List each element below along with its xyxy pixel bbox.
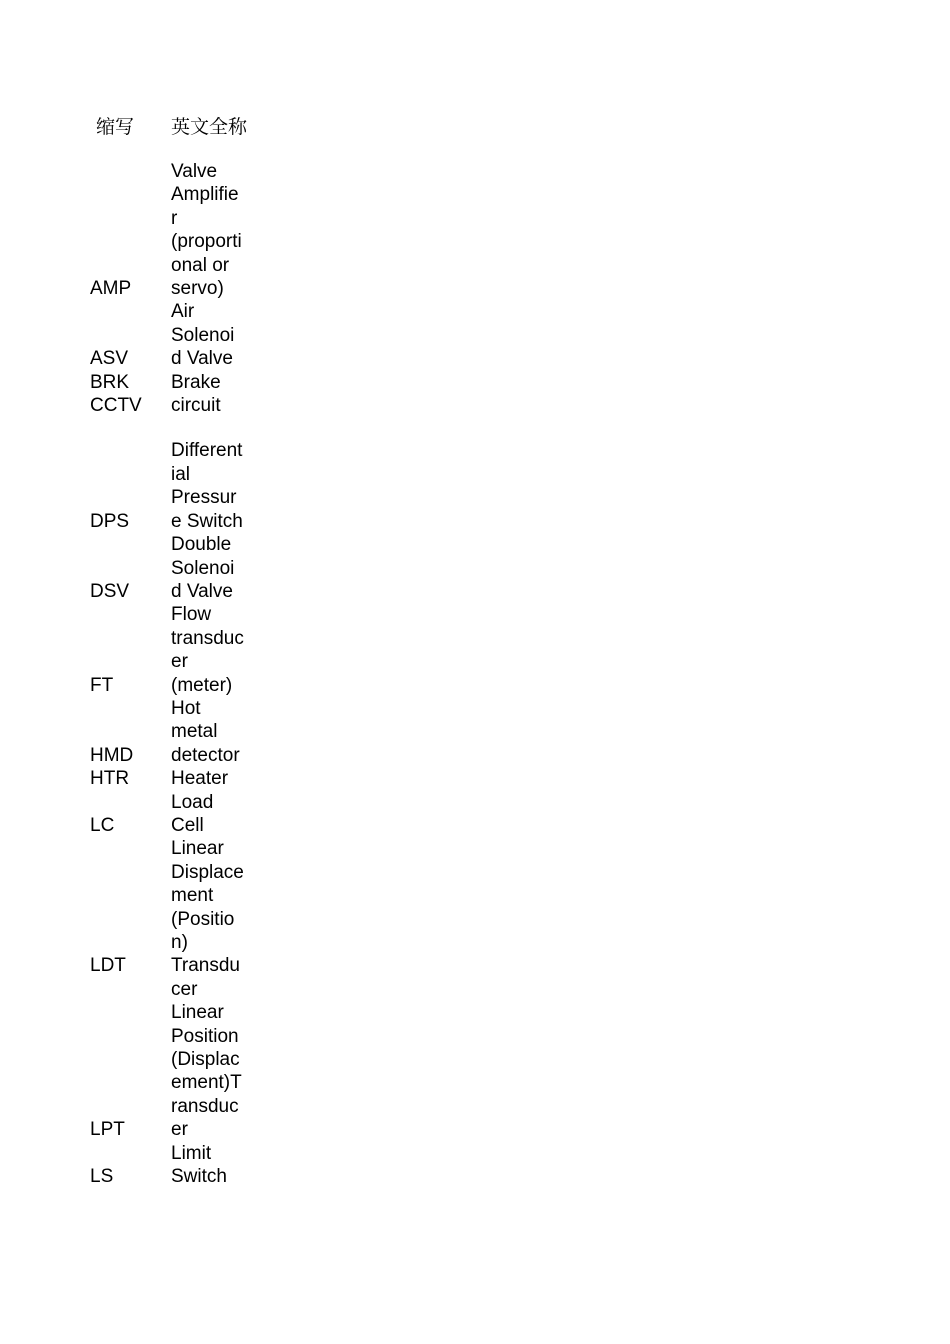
full-name-cell: Air Solenoi d Valve bbox=[171, 301, 235, 370]
abbreviation-cell: ASV bbox=[90, 348, 129, 370]
table-row bbox=[0, 837, 950, 1001]
full-name-cell: Linear Position (Displac ement)T ransduc er bbox=[171, 1002, 242, 1141]
abbreviation-column-header: 缩写 bbox=[96, 116, 135, 138]
full-name-cell: Hot metal detector bbox=[171, 697, 240, 766]
abbreviation-cell: DSV bbox=[90, 580, 130, 602]
full-name-column-header: 英文全称 bbox=[171, 116, 248, 138]
full-name-cell: Limit Switch bbox=[171, 1142, 227, 1188]
abbreviation-cell: DPS bbox=[90, 510, 130, 532]
abbreviation-cell: LPT bbox=[90, 1119, 125, 1141]
table-row bbox=[0, 1142, 950, 1189]
full-name-cell: Double Solenoi d Valve bbox=[171, 534, 235, 602]
abbreviation-cell: BRK bbox=[90, 371, 130, 393]
full-name-cell: Different ial Pressur e Switch bbox=[171, 440, 243, 532]
table-row bbox=[0, 371, 950, 394]
table-row bbox=[0, 394, 950, 417]
full-name-cell: Load Cell bbox=[171, 791, 214, 836]
abbreviation-cell: HTR bbox=[90, 768, 130, 790]
full-name-cell: Flow transduc er (meter) bbox=[171, 604, 244, 696]
full-name-cell: Linear Displace ment (Positio n) Transdu cer bbox=[171, 838, 244, 1000]
full-name-cell: Heater bbox=[171, 768, 229, 790]
abbreviation-cell: AMP bbox=[90, 278, 132, 300]
table-row bbox=[0, 697, 950, 767]
abbreviation-cell: LS bbox=[90, 1166, 114, 1188]
abbreviation-cell: FT bbox=[90, 674, 114, 696]
table-row bbox=[0, 439, 950, 533]
table-row bbox=[0, 1001, 950, 1141]
table-row bbox=[0, 300, 950, 370]
abbreviation-table bbox=[0, 160, 950, 1188]
row-spacer bbox=[0, 417, 950, 439]
abbreviation-cell: LDT bbox=[90, 955, 126, 977]
abbreviation-cell: LC bbox=[90, 814, 115, 836]
table-row bbox=[0, 767, 950, 790]
table-row bbox=[0, 791, 950, 838]
table-row bbox=[0, 603, 950, 697]
full-name-cell: Valve Amplifie r (proporti onal or servo) bbox=[171, 161, 242, 300]
full-name-cell: circuit bbox=[171, 395, 221, 417]
abbreviation-cell: HMD bbox=[90, 744, 134, 766]
full-name-cell: Brake bbox=[171, 371, 221, 393]
table-row bbox=[0, 533, 950, 603]
table-row bbox=[0, 160, 950, 300]
abbreviation-cell: CCTV bbox=[90, 395, 142, 417]
